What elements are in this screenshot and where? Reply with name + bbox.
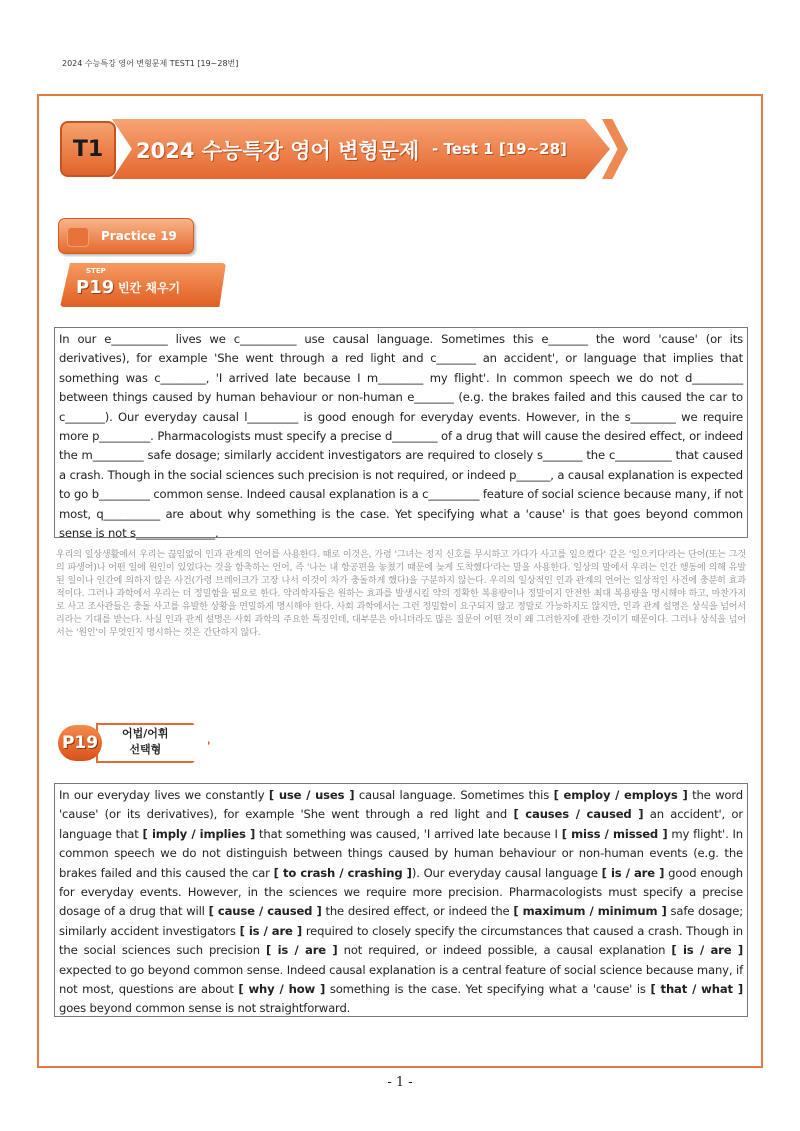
passage-text: an accident', or language that — [59, 807, 743, 841]
step-tag-fill-blank — [60, 263, 226, 307]
square-icon — [67, 227, 89, 247]
choice-bracket: [ is / are ] — [671, 943, 743, 958]
passage-text: my flight'. In common speech we do not distinguish between things caused by human behaviour or non-human events (e.g. the brakes failed and this caused the car — [59, 826, 743, 880]
passage-text: that something was caused, 'I arrived late because I — [255, 826, 562, 841]
passage-text: good enough for everyday events. However, in the sciences we require more precision. Pharmacologists must specify a precise dosage of a drug that will — [59, 865, 743, 919]
running-header: 2024 수능특강 영어 변형문제 TEST1 [19~28번] — [62, 59, 239, 68]
blank-passage: In our e__________ lives we c__________ use causal language. Sometimes this e_______ the word 'cause' (or its derivatives), for example 'She went through a red light and c_______ an accident', or language that implies that something was c________, 'I arrived late because I m________ my flight'. In common speech we do not d_________ between things caused by human behaviour or non-human e_______ (e.g. the brakes failed and this caused the car to c_______). Our everyday causal l_________ is good enough for everyday events. However, in the s________ we require more p_________. Pharmacologists must specify a precise d________ of a drug that will cause the desired effect, or indeed the m_________ safe dosage; similarly accident investigators are required to closely s_______ the c__________ that caused a crash. Though in the social sciences such precision is not required, or indeed p______, a causal explanation is expected to go b_________ common sense. Indeed causal explanation is a c_________ feature of social science because many, if not most, q__________ are about why something is the case. Yet specifying what a 'cause' is that goes beyond common sense is not s______________. — [54, 327, 748, 538]
choice-passage — [54, 783, 748, 1017]
passage-text: In our everyday lives we constantly — [59, 788, 269, 802]
choice-bracket: [ that / what ] — [650, 982, 744, 997]
practice-badge — [58, 218, 194, 254]
test-badge: T1 — [60, 121, 116, 177]
step-word: STEP — [86, 267, 106, 275]
step-name — [122, 726, 169, 758]
page-title: 2024 수능특강 영어 변형문제 — [136, 139, 420, 163]
choice-bracket: [ miss / missed ] — [561, 826, 668, 841]
passage-text: something is the case. Yet specifying what a 'cause' is — [325, 982, 651, 997]
passage-text: ). Our everyday causal language — [411, 865, 602, 880]
passage-text: not required, or indeed possible, a causal explanation — [337, 943, 672, 958]
page-number: - 1 - — [387, 1075, 413, 1090]
passage-text: goes beyond common sense is not straightforward. — [59, 1001, 351, 1016]
page-subtitle: - Test 1 [19~28] — [432, 140, 567, 158]
passage-text: causal language. Sometimes this — [354, 788, 554, 802]
choice-bracket: [ cause / caused ] — [208, 904, 322, 919]
choice-bracket: [ is / are ] — [601, 865, 665, 880]
step-tag-grammar-choice — [58, 723, 210, 763]
passage-text: the word 'cause' (or its derivatives), for example 'She went through a red light and — [59, 788, 743, 822]
choice-bracket: [ maximum / minimum ] — [513, 904, 667, 919]
choice-bracket: [ why / how ] — [238, 982, 326, 997]
practice-label: Practice 19 — [101, 229, 177, 243]
choice-bracket: [ to crash / crashing ] — [273, 865, 412, 880]
korean-translation: 우리의 일상생활에서 우리는 끊임없이 인과 관계의 언어를 사용한다. 때로 이것은, 가령 '그녀는 정지 신호를 무시하고 가다가 사고를 일으켰다' 같은 '일으키다'라는 단어(또는 그것의 파생어)나 어떤 일에 원인이 있었다는 것을 함축하는 언어, 즉 '나는 내 항공편을 놓쳤기 때문에 늦게 도착했다'라는 말을 사용한다. 일상의 말에서 우리는 인간 행동에 의해 유발된 일이나 인간에 의하지 않은 사건(가령 브레이크가 고장 나서 이것이 차가 충돌하게 했다)을 구분하지 않는다. 우리의 일상적인 인과 관계의 언어는 일상적인 사건에 충분히 효과적이다. 그러나 과학에서 우리는 더 정밀함을 필요로 한다. 약리학자들은 원하는 효과를 발생시킬 약의 정확한 복용량이나 정말이지 안전한 최대 복용량을 명시해야 하고, 마찬가지로 사고 조사관들은 충돌 사고를 유발한 상황을 면밀하게 명시해야 한다. 사회 과학에서는 그런 정밀함이 요구되지 않고 정말로 가능하지도 않지만, 인과 관계 설명은 상식을 넘어서리라는 기대를 받는다. 사실 인과 관계 설명은 사회 과학의 주요한 특징인데, 대부분은 아니더라도 많은 질문이 어떤 것이 왜 그러한지에 관한 것이기 때문이다. 그러나 상식을 넘어서는 '원인'이 무엇인지 명시하는 것은 간단하지 않다. — [56, 550, 746, 638]
choice-bracket: [ employ / employs ] — [553, 788, 688, 802]
step-name-line1: 어법/어휘 — [122, 727, 169, 740]
choice-bracket: [ use / uses ] — [268, 788, 355, 802]
step-name: 빈칸 채우기 — [118, 281, 181, 295]
step-number-pill: P19 — [58, 725, 102, 761]
choice-bracket: [ imply / implies ] — [142, 826, 256, 841]
step-name-line2: 선택형 — [129, 743, 162, 756]
passage-text: expected to go beyond common sense. Indeed causal explanation is a central feature of social science because many, if not most, questions are about — [59, 962, 743, 997]
choice-bracket: [ causes / caused ] — [513, 807, 644, 822]
choice-bracket: [ is / are ] — [266, 943, 338, 958]
title-banner — [60, 117, 620, 181]
choice-bracket: [ is / are ] — [239, 923, 303, 938]
step-number: P19 — [76, 277, 115, 298]
passage-text: safe dosage; similarly accident investigators — [59, 904, 743, 938]
passage-text: required to closely specify the circumstances that caused a crash. Though in the social sciences such precision — [59, 923, 743, 958]
passage-text: the desired effect, or indeed the — [321, 904, 514, 919]
